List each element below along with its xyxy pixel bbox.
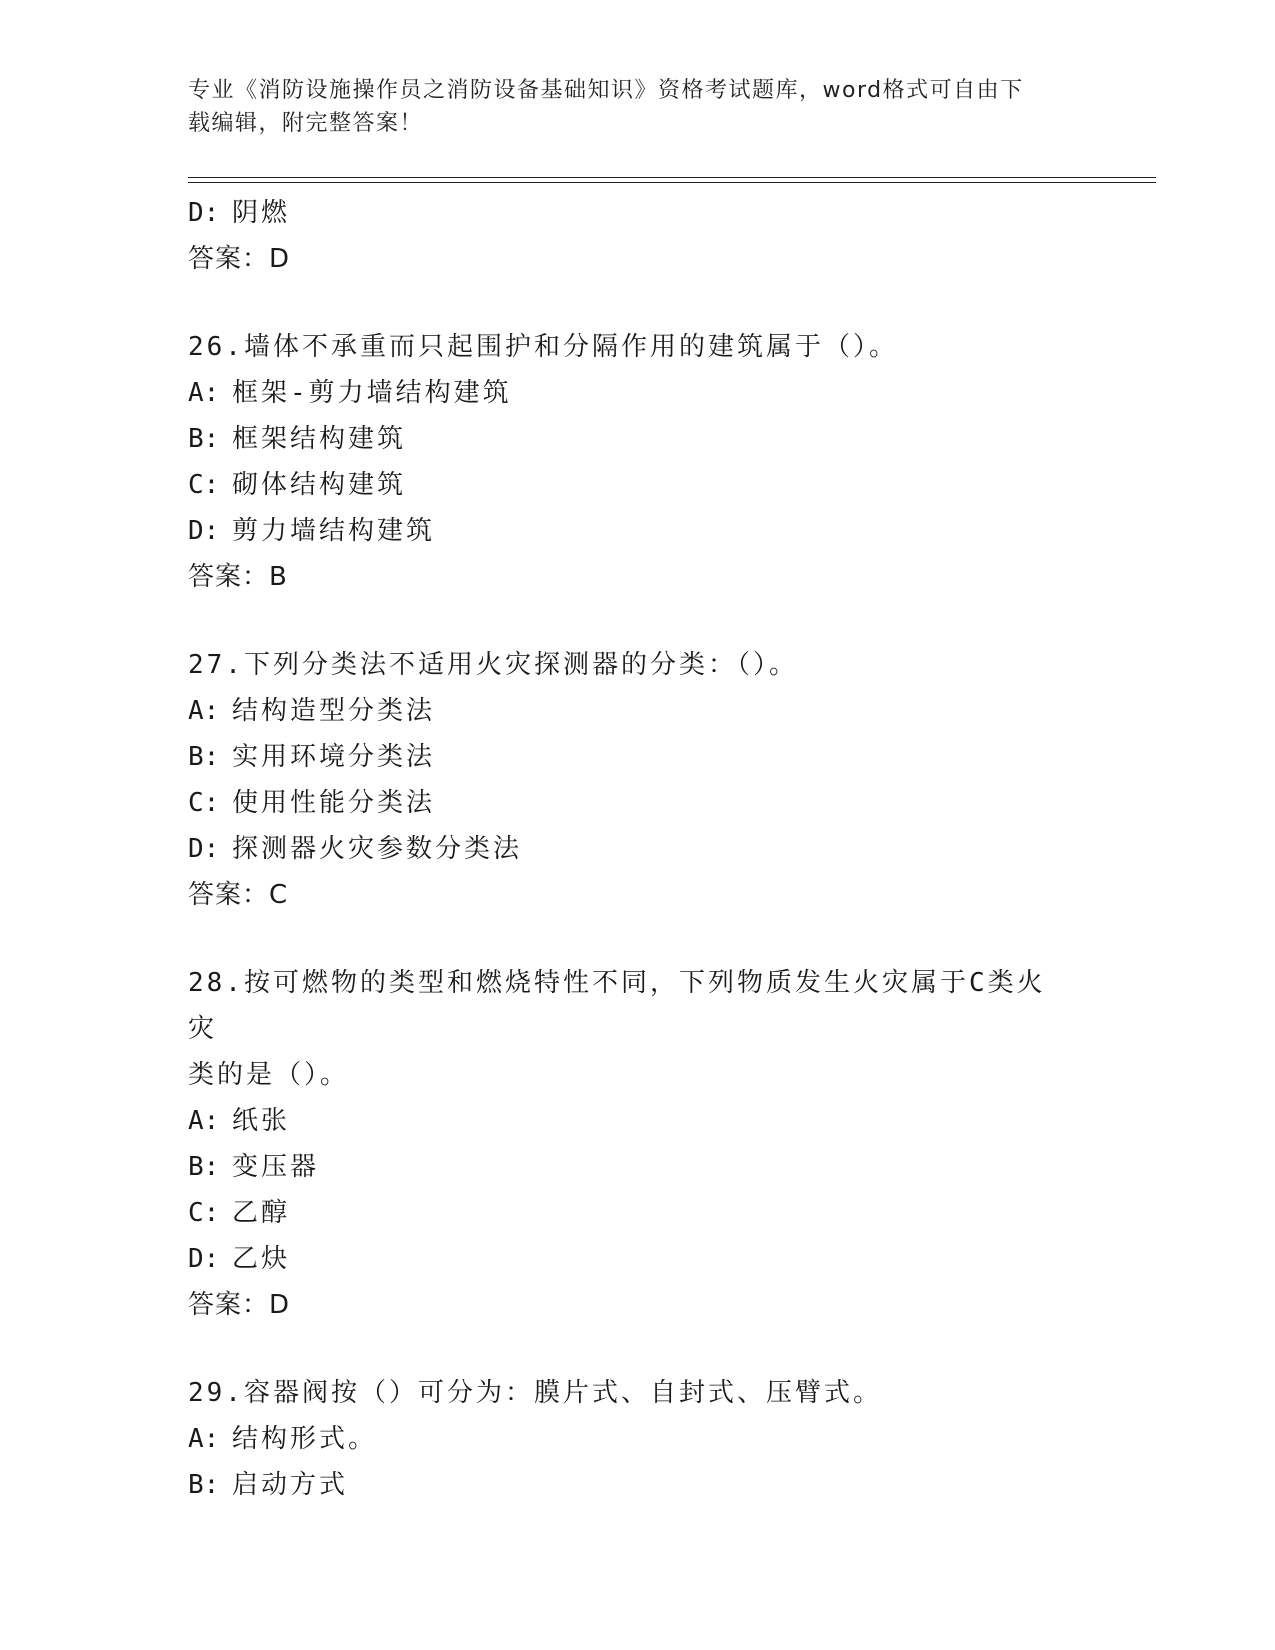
header-divider-top bbox=[188, 177, 1156, 178]
option-letter: C: bbox=[188, 470, 220, 500]
question-stem: 28.按可燃物的类型和燃烧特性不同，下列物质发生火灾属于C类火灾 bbox=[188, 968, 1046, 1044]
option-letter: B: bbox=[188, 1470, 220, 1500]
option-line bbox=[188, 688, 1088, 734]
question-block bbox=[188, 642, 1088, 918]
option-letter: B: bbox=[188, 742, 220, 772]
answer-line: 答案：B bbox=[188, 562, 288, 592]
question-stem: 26.墙体不承重而只起围护和分隔作用的建筑属于（）。 bbox=[188, 332, 898, 362]
option-letter: D: bbox=[188, 198, 220, 228]
option-text: 框架-剪力墙结构建筑 bbox=[232, 378, 512, 408]
option-text: 剪力墙结构建筑 bbox=[232, 516, 436, 546]
option-letter: D: bbox=[188, 516, 220, 546]
option-line bbox=[188, 508, 1088, 554]
option-text: 启动方式 bbox=[232, 1470, 349, 1500]
question-block bbox=[188, 324, 1088, 600]
option-letter: C: bbox=[188, 788, 220, 818]
option-line bbox=[188, 462, 1088, 508]
option-text: 砌体结构建筑 bbox=[232, 470, 407, 500]
question-stem-continued: 类的是（）。 bbox=[188, 1060, 350, 1090]
question-stem: 27.下列分类法不适用火灾探测器的分类：（）。 bbox=[188, 650, 798, 680]
option-text: 乙醇 bbox=[232, 1198, 291, 1228]
option-letter: D: bbox=[188, 1244, 220, 1274]
question-stem: 29.容器阀按（）可分为：膜片式、自封式、压臂式。 bbox=[188, 1378, 882, 1408]
header-line-2: 载编辑，附完整答案！ bbox=[188, 111, 424, 136]
option-text: 纸张 bbox=[232, 1106, 291, 1136]
header-divider-bottom bbox=[188, 182, 1156, 183]
option-letter: A: bbox=[188, 1106, 220, 1136]
option-letter: A: bbox=[188, 696, 220, 726]
option-text: 结构造型分类法 bbox=[232, 696, 436, 726]
answer-line: 答案：C bbox=[188, 880, 289, 910]
option-letter: D: bbox=[188, 834, 220, 864]
option-line bbox=[188, 1236, 1088, 1282]
option-letter: B: bbox=[188, 1152, 220, 1182]
option-line bbox=[188, 1190, 1088, 1236]
option-line bbox=[188, 190, 1088, 236]
option-line bbox=[188, 1098, 1088, 1144]
option-letter: C: bbox=[188, 1198, 220, 1228]
option-line bbox=[188, 826, 1088, 872]
option-line bbox=[188, 1144, 1088, 1190]
option-line bbox=[188, 1462, 1088, 1508]
option-text: 框架结构建筑 bbox=[232, 424, 407, 454]
option-text: 阴燃 bbox=[232, 198, 291, 228]
option-letter: A: bbox=[188, 378, 220, 408]
option-text: 乙炔 bbox=[232, 1244, 291, 1274]
question-block bbox=[188, 1370, 1088, 1508]
option-letter: B: bbox=[188, 424, 220, 454]
question-block bbox=[188, 960, 1088, 1328]
answer-line: 答案：D bbox=[188, 244, 291, 274]
option-line bbox=[188, 780, 1088, 826]
option-line bbox=[188, 416, 1088, 462]
option-text: 变压器 bbox=[232, 1152, 320, 1182]
option-text: 使用性能分类法 bbox=[232, 788, 436, 818]
question-list bbox=[188, 190, 1088, 1508]
document-header bbox=[188, 74, 1088, 140]
option-text: 探测器火灾参数分类法 bbox=[232, 834, 523, 864]
option-letter: A: bbox=[188, 1424, 220, 1454]
option-line bbox=[188, 370, 1088, 416]
option-text: 实用环境分类法 bbox=[232, 742, 436, 772]
header-line-1: 专业《消防设施操作员之消防设备基础知识》资格考试题库，word格式可自由下 bbox=[188, 78, 1024, 103]
option-line bbox=[188, 734, 1088, 780]
answer-line: 答案：D bbox=[188, 1290, 291, 1320]
option-line bbox=[188, 1416, 1088, 1462]
option-text: 结构形式。 bbox=[232, 1424, 378, 1454]
